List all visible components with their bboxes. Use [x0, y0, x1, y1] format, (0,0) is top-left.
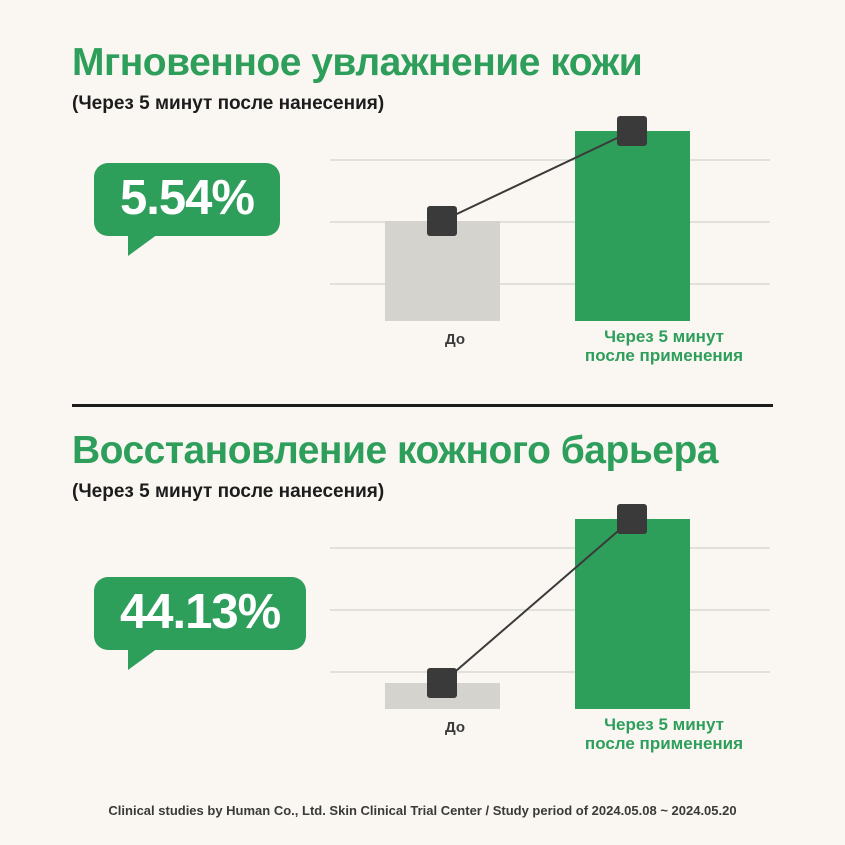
- page-title: Мгновенное увлажнение кожи: [72, 41, 643, 84]
- section-barrier: [0, 430, 845, 754]
- data-point-marker-before: [427, 206, 457, 236]
- section-subtitle: (Через 5 минут после нанесения): [72, 92, 385, 114]
- x-label-after-line1: Через 5 минут: [604, 714, 724, 734]
- x-label-before: До: [444, 330, 466, 348]
- x-label-after-line2: после применения: [584, 734, 744, 754]
- plot-area-hydration: [330, 131, 770, 321]
- trend-line: [330, 519, 770, 709]
- trend-line: [330, 131, 770, 321]
- data-point-marker-after: [617, 504, 647, 534]
- section-hydration: [0, 42, 845, 366]
- section-subtitle-barrier: (Через 5 минут после нанесения): [72, 480, 385, 502]
- section-divider: [72, 404, 773, 407]
- callout-value-hydration: 5.54%: [94, 163, 280, 236]
- x-axis-labels-hydration: [330, 327, 770, 375]
- x-axis-labels-barrier: [330, 715, 770, 763]
- section-title-barrier: Восстановление кожного барьера: [72, 429, 719, 472]
- chart-barrier: [72, 519, 773, 754]
- data-point-marker-after: [617, 116, 647, 146]
- x-label-after: [558, 327, 770, 366]
- x-label-after-line1: Через 5 минут: [604, 326, 724, 346]
- callout-value-barrier: 44.13%: [94, 577, 306, 650]
- data-point-marker-before: [427, 668, 457, 698]
- chart-hydration: [72, 131, 773, 366]
- plot-area-barrier: [330, 519, 770, 709]
- x-label-before: До: [444, 718, 466, 736]
- x-label-after: [558, 715, 770, 754]
- footer-note: Clinical studies by Human Co., Ltd. Skin Clinical Trial Center / Study period of 2024.05.08 ~ 2024.05.20: [108, 803, 737, 818]
- x-label-after-line2: после применения: [584, 346, 744, 366]
